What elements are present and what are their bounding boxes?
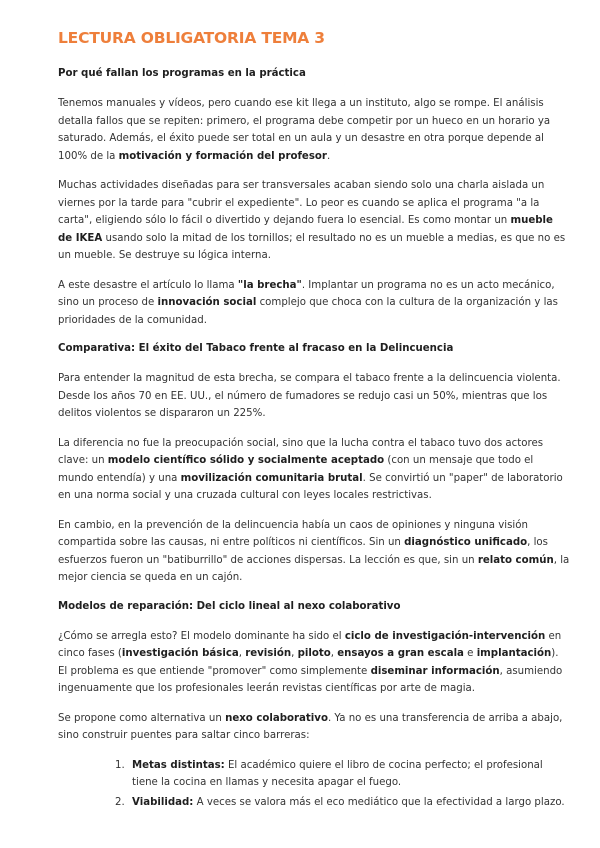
paragraph-3: A este desastre el artículo lo llama "la brecha". Implantar un programa no es un acto mecánico, sino un proceso de innovación social complejo que choca con la cultura de la organización y las prioridades de la comunidad.	[58, 279, 558, 326]
barriers-list	[58, 757, 570, 812]
paragraph-8: Se propone como alternativa un nexo colaborativo. Ya no es una transferencia de arriba a abajo, sino construir puentes para saltar cinco barreras:	[58, 712, 563, 741]
section-heading-comparativa: Comparativa: El éxito del Tabaco frente al fracaso en la Delincuencia	[58, 343, 454, 354]
list-item: 1. Metas distintas: El académico quiere el libro de cocina perfecto; el profesional tiene la cocina en llamas y necesita apagar el fuego.	[128, 757, 570, 792]
paragraph-2: Muchas actividades diseñadas para ser transversales acaban siendo solo una charla aislada un viernes por la tarde para "cubrir el expediente". Lo peor es cuando se aplica el programa "a la carta", eligiendo sólo lo fácil o divertido y dejando fuera lo esencial. Es como montar un mueble de IKEA usando solo la mitad de los tornillos; el resultado no es un mueble a medias, es que no es un mueble. Se destruye su lógica interna.	[58, 180, 566, 261]
paragraph-6: En cambio, en la prevención de la delincuencia había un caos de opiniones y ninguna visión compartida sobre las causas, ni entre políticos ni científicos. Sin un diagnóstico unificado, los esfuerzos fueron un "batiburrillo" de acciones dispersas. La lección es que, sin un relato común, la mejor ciencia se queda en un cajón.	[58, 519, 570, 583]
list-item: 2. Viabilidad: A veces se valora más el eco mediático que la efectividad a largo plazo.	[128, 794, 570, 812]
paragraph-5: La diferencia no fue la preocupación social, sino que la lucha contra el tabaco tuvo dos actores clave: un modelo científico sólido y socialmente aceptado (con un mensaje que todo el mundo entendía) y una movilización comunitaria brutal. Se convirtió un "paper" de laboratorio en una norma social y una cruzada cultural con leyes locales restrictivas.	[58, 437, 563, 501]
paragraph-7: ¿Cómo se arregla esto? El modelo dominante ha sido el ciclo de investigación-intervención en cinco fases (investigación básica, revisión, piloto, ensayos a gran escala e implantación). El problema es que entiende "promover" como simplemente diseminar información, asumiendo ingenuamente que los profesionales leerán revistas científicas por arte de magia.	[58, 630, 563, 694]
document-title: LECTURA OBLIGATORIA TEMA 3	[58, 29, 325, 47]
section-heading-fallos: Por qué fallan los programas en la práctica	[58, 68, 306, 79]
section-heading-modelos: Modelos de reparación: Del ciclo lineal al nexo colaborativo	[58, 600, 401, 612]
paragraph-4: Para entender la magnitud de esta brecha, se compara el tabaco frente a la delincuencia violenta. Desde los años 70 en EE. UU., el número de fumadores se redujo casi un 50%, mientras que los delitos violentos se dispararon un 225%.	[58, 373, 561, 419]
paragraph-1: Tenemos manuales y vídeos, pero cuando ese kit llega a un instituto, algo se rompe. El análisis detalla fallos que se repiten: primero, el programa debe competir por un hueco en un horario ya saturado. Además, el éxito puede ser total en un aula y un desastre en otra porque depende al 100% de la motivación y formación del profesor.	[58, 98, 551, 162]
